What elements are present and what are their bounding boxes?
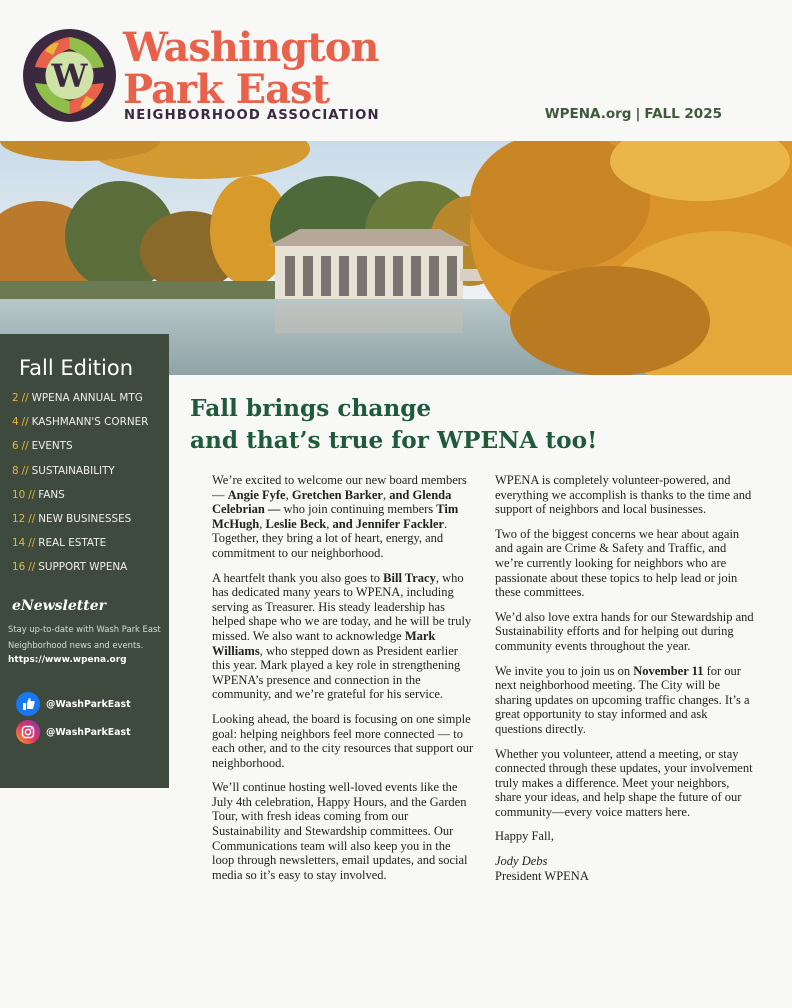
toc-item-fans[interactable]: 10 // FANS — [12, 488, 65, 501]
instagram-link[interactable] — [16, 720, 131, 744]
sidebar-title: Fall Edition — [19, 356, 134, 380]
enewsletter-title: eNewsletter — [12, 598, 106, 614]
facebook-handle: @WashParkEast — [46, 698, 131, 710]
enewsletter-link[interactable]: https://www.wpena.org — [8, 655, 127, 665]
signer-title: President WPENA — [495, 868, 589, 883]
issue-separator: | — [635, 106, 641, 122]
enewsletter-description: Stay up-to-date with Wash Park East Neighborhood news and events. — [8, 624, 161, 650]
toc-item-support-wpena[interactable]: 16 // SUPPORT WPENA — [12, 561, 128, 574]
issue-info — [545, 106, 722, 122]
article-headline — [190, 393, 597, 457]
signer-name: Jody Debs — [495, 854, 548, 869]
table-of-contents — [12, 392, 148, 586]
toc-item-new-businesses[interactable]: 12 // NEW BUSINESSES — [12, 512, 132, 525]
closing-line: Happy Fall, — [495, 829, 555, 844]
paragraph-meeting-invite: We invite you to join us on November 11 for our next neighborhood meeting. The City will be sharing updates on upcoming traffic changes. It’s a great opportunity to stay informed and ask questions directly. — [495, 663, 750, 736]
headline-line-1: Fall brings change — [190, 395, 432, 422]
instagram-icon — [16, 720, 40, 744]
sidebar — [0, 334, 169, 788]
instagram-handle: @WashParkEast — [46, 726, 131, 738]
toc-item-annual-mtg[interactable]: 2 // WPENA ANNUAL MTG — [12, 392, 143, 404]
logo-letter: W — [51, 57, 88, 95]
site-link[interactable]: WPENA.org — [544, 106, 632, 122]
paragraph-events: We’ll continue hosting well-loved events like the July 4th celebration, Happy Hours, and the Garden Tour, with fresh ideas coming from our Sustainability and Stewardship committees. Our Communications team will also keep you in the loop through newsletters, email updates, and social media so it’s easy to stay involved. — [212, 780, 468, 882]
facebook-link[interactable] — [16, 692, 131, 716]
toc-item-kashmanns-corner[interactable]: 4 // KASHMANN'S CORNER — [12, 416, 149, 429]
brand-line-2: Park East — [123, 66, 330, 113]
paragraph-looking-ahead: Looking ahead, the board is focusing on one simple goal: helping neighbors feel more connected — to each other, and to the city resources that support our neighborhood. — [212, 711, 474, 770]
logo-emblem — [23, 29, 116, 122]
toc-item-real-estate[interactable]: 14 // REAL ESTATE — [12, 537, 107, 550]
facebook-icon — [16, 692, 40, 716]
article-column-left — [212, 473, 474, 892]
brand-line-1: Washington — [123, 24, 379, 71]
toc-item-sustainability[interactable]: 8 // SUSTAINABILITY — [12, 464, 115, 477]
brand-subtitle: NEIGHBORHOOD ASSOCIATION — [124, 108, 380, 123]
brand-name — [123, 24, 379, 113]
paragraph-new-board: We’re excited to welcome our new board members — Angie Fyfe, Gretchen Barker, and Glenda Celebrian — who join continuing members Tim McHugh, Leslie Beck, and Jennifer Fackler. Together, they bring a lot of heart, energy, and commitment to our neighborhood. — [212, 473, 467, 560]
paragraph-thank-you: A heartfelt thank you also goes to Bill Tracy, who has dedicated many years to WPENA, including serving as Treasurer. His steady leadership has helped shape who we are today, and he will be truly missed. We also want to acknowledge Mark Williams, who stepped down as President earlier this year. Mark played a key role in strengthening WPENA’s presence and connection in the community, and we’re grateful for his service. — [212, 570, 472, 702]
headline-line-2: and that’s true for WPENA too! — [190, 427, 598, 454]
paragraph-volunteer-powered: WPENA is completely volunteer-powered, and everything we accomplish is thanks to the time and support of neighbors and local businesses. — [495, 473, 752, 517]
paragraph-extra-hands: We’d also love extra hands for our Stewardship and Sustainability efforts and for helping out during community events throughout the year. — [495, 609, 754, 653]
issue-season: FALL 2025 — [644, 106, 722, 122]
logo-badge — [23, 29, 116, 122]
article-column-right — [495, 473, 757, 883]
toc-item-events[interactable]: 6 // EVENTS — [12, 440, 73, 453]
paragraph-concerns: Two of the biggest concerns we hear about again and again are Crime & Safety and Traffic, and we’re currently looking for neighbors who are passionate about these topics to help lead or join these committees. — [495, 526, 740, 600]
paragraph-get-involved: Whether you volunteer, attend a meeting, or stay connected through these updates, your involvement truly makes a difference. Meet your neighbors, share your ideas, and help shape the future of our community—every voice matters here. — [495, 746, 753, 819]
